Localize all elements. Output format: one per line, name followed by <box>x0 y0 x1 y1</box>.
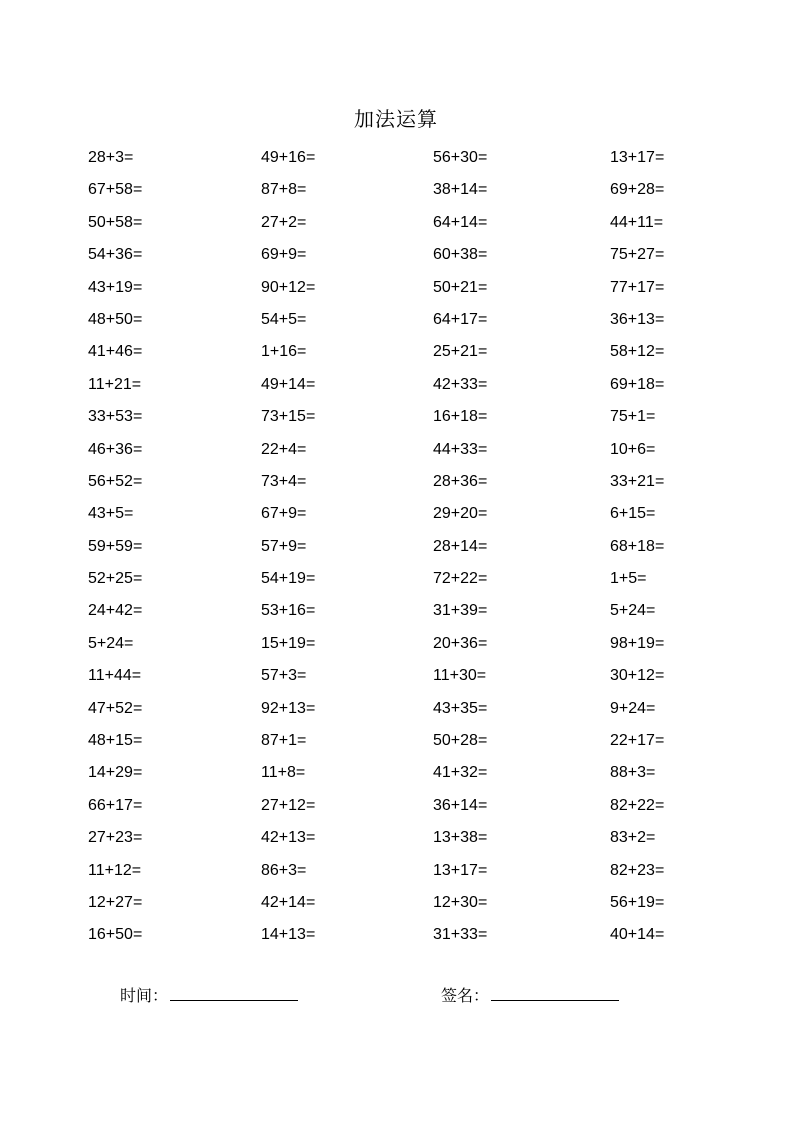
addition-problem: 56+19= <box>610 893 665 911</box>
addition-problem: 27+23= <box>88 829 143 847</box>
problem-grid <box>88 144 708 954</box>
addition-problem: 68+18= <box>610 537 665 555</box>
addition-problem: 15+19= <box>261 634 316 652</box>
worksheet-title: 加法运算 <box>354 107 438 131</box>
addition-problem: 72+22= <box>433 570 488 588</box>
addition-problem: 57+3= <box>261 667 307 685</box>
addition-problem: 41+32= <box>433 764 488 782</box>
addition-problem: 27+12= <box>261 796 316 814</box>
addition-problem: 43+19= <box>88 278 143 296</box>
addition-problem: 64+17= <box>433 310 488 328</box>
addition-problem: 75+27= <box>610 246 665 264</box>
signature-field <box>441 982 619 1008</box>
addition-problem: 43+35= <box>433 699 488 717</box>
addition-problem: 22+4= <box>261 440 307 458</box>
addition-problem: 30+12= <box>610 667 665 685</box>
addition-problem: 42+14= <box>261 893 316 911</box>
addition-problem: 87+1= <box>261 732 307 750</box>
addition-problem: 41+46= <box>88 343 143 361</box>
addition-problem: 28+14= <box>433 537 488 555</box>
addition-problem: 56+52= <box>88 472 143 490</box>
time-field <box>120 982 298 1008</box>
addition-problem: 53+16= <box>261 602 316 620</box>
addition-problem: 42+13= <box>261 829 316 847</box>
addition-problem: 77+17= <box>610 278 665 296</box>
addition-problem: 82+23= <box>610 861 665 879</box>
addition-problem: 54+5= <box>261 310 307 328</box>
addition-problem: 52+25= <box>88 570 143 588</box>
addition-problem: 40+14= <box>610 926 665 944</box>
addition-problem: 5+24= <box>88 634 134 652</box>
addition-problem: 31+39= <box>433 602 488 620</box>
addition-problem: 12+30= <box>433 893 488 911</box>
addition-problem: 10+6= <box>610 440 656 458</box>
addition-problem: 90+12= <box>261 278 316 296</box>
addition-problem: 33+53= <box>88 408 143 426</box>
addition-problem: 25+21= <box>433 343 488 361</box>
addition-problem: 82+22= <box>610 796 665 814</box>
addition-problem: 11+21= <box>88 375 142 393</box>
addition-problem: 36+14= <box>433 796 488 814</box>
signature-blank-line <box>491 982 619 1001</box>
addition-problem: 1+5= <box>610 570 647 588</box>
addition-problem: 29+20= <box>433 505 488 523</box>
addition-problem: 64+14= <box>433 213 488 231</box>
addition-problem: 11+30= <box>433 667 487 685</box>
signature-label: 签名： <box>441 986 490 1005</box>
addition-problem: 83+2= <box>610 829 656 847</box>
addition-problem: 50+28= <box>433 732 488 750</box>
addition-problem: 27+2= <box>261 213 307 231</box>
addition-problem: 28+3= <box>88 149 134 166</box>
addition-problem: 14+13= <box>261 926 316 944</box>
addition-problem: 98+19= <box>610 634 665 652</box>
addition-problem: 6+15= <box>610 505 656 523</box>
addition-problem: 54+36= <box>88 246 143 264</box>
addition-problem: 75+1= <box>610 408 656 426</box>
addition-problem: 42+33= <box>433 375 488 393</box>
addition-problem: 69+28= <box>610 181 665 199</box>
addition-problem: 54+19= <box>261 570 316 588</box>
addition-problem: 16+18= <box>433 408 488 426</box>
addition-problem: 49+14= <box>261 375 316 393</box>
addition-problem: 48+50= <box>88 310 143 328</box>
addition-problem: 11+8= <box>261 764 306 782</box>
addition-problem: 13+38= <box>433 829 488 847</box>
addition-problem: 67+9= <box>261 505 307 523</box>
addition-problem: 60+38= <box>433 246 488 264</box>
addition-problem: 44+11= <box>610 213 664 231</box>
addition-problem: 50+21= <box>433 278 488 296</box>
addition-problem: 67+58= <box>88 181 143 199</box>
addition-problem: 50+58= <box>88 213 143 231</box>
addition-problem: 87+8= <box>261 181 307 199</box>
addition-problem: 59+59= <box>88 537 143 555</box>
addition-problem: 49+16= <box>261 149 316 166</box>
addition-problem: 44+33= <box>433 440 488 458</box>
addition-problem: 16+50= <box>88 926 143 944</box>
addition-problem: 56+30= <box>433 149 488 166</box>
addition-problem: 57+9= <box>261 537 307 555</box>
addition-problem: 9+24= <box>610 699 656 717</box>
addition-problem: 14+29= <box>88 764 143 782</box>
addition-problem: 48+15= <box>88 732 143 750</box>
addition-problem: 20+36= <box>433 634 488 652</box>
addition-problem: 69+9= <box>261 246 307 264</box>
addition-problem: 92+13= <box>261 699 316 717</box>
addition-problem: 47+52= <box>88 699 143 717</box>
addition-problem: 24+42= <box>88 602 143 620</box>
addition-problem: 22+17= <box>610 732 665 750</box>
addition-problem: 13+17= <box>433 861 488 879</box>
addition-problem: 5+24= <box>610 602 656 620</box>
addition-problem: 43+5= <box>88 505 134 523</box>
addition-problem: 36+13= <box>610 310 665 328</box>
addition-problem: 33+21= <box>610 472 665 490</box>
addition-problem: 31+33= <box>433 926 488 944</box>
addition-problem: 1+16= <box>261 343 307 361</box>
addition-problem: 73+15= <box>261 408 316 426</box>
addition-problem: 13+17= <box>610 149 665 166</box>
time-blank-line <box>170 982 298 1001</box>
addition-problem: 12+27= <box>88 893 143 911</box>
addition-problem: 58+12= <box>610 343 665 361</box>
addition-problem: 73+4= <box>261 472 307 490</box>
addition-problem: 69+18= <box>610 375 665 393</box>
addition-problem: 28+36= <box>433 472 488 490</box>
addition-problem: 46+36= <box>88 440 143 458</box>
addition-problem: 86+3= <box>261 861 307 879</box>
addition-problem: 66+17= <box>88 796 143 814</box>
addition-problem: 11+12= <box>88 861 142 879</box>
addition-problem: 38+14= <box>433 181 488 199</box>
addition-problem: 88+3= <box>610 764 656 782</box>
time-label: 时间： <box>120 986 169 1005</box>
addition-problem: 11+44= <box>88 667 142 685</box>
